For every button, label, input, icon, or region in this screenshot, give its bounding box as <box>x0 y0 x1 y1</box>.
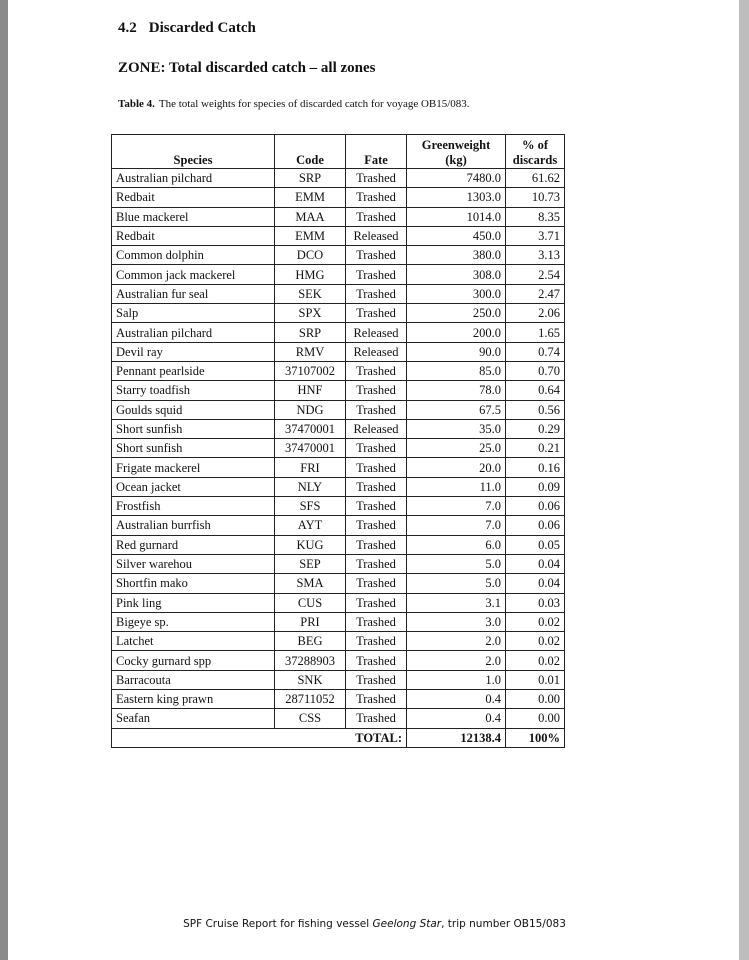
table-row <box>112 612 565 631</box>
cell-code: 37107002 <box>275 361 346 380</box>
cell-code: SNK <box>275 670 346 689</box>
cell-code: EMM <box>275 226 346 245</box>
table-row <box>112 246 565 265</box>
cell-fate: Trashed <box>346 207 407 226</box>
cell-code: SFS <box>275 497 346 516</box>
cell-code: FRI <box>275 458 346 477</box>
cell-fate: Trashed <box>346 497 407 516</box>
cell-fate: Trashed <box>346 304 407 323</box>
cell-species: Devil ray <box>112 342 275 361</box>
cell-code: SRP <box>275 169 346 188</box>
cell-percent: 0.70 <box>506 361 565 380</box>
cell-percent: 0.06 <box>506 497 565 516</box>
cell-code: SEP <box>275 554 346 573</box>
table-row <box>112 690 565 709</box>
cell-code: MAA <box>275 207 346 226</box>
cell-greenweight: 90.0 <box>407 342 506 361</box>
cell-greenweight: 5.0 <box>407 554 506 573</box>
table-row <box>112 593 565 612</box>
cell-percent: 0.02 <box>506 632 565 651</box>
cell-percent: 10.73 <box>506 188 565 207</box>
cell-fate: Trashed <box>346 612 407 631</box>
table-row <box>112 458 565 477</box>
cell-code: SMA <box>275 574 346 593</box>
cell-percent: 0.04 <box>506 574 565 593</box>
cell-greenweight: 250.0 <box>407 304 506 323</box>
cell-greenweight: 3.0 <box>407 612 506 631</box>
total-label: TOTAL: <box>112 728 407 747</box>
table-caption-label: Table 4. <box>118 98 155 110</box>
cell-code: CUS <box>275 593 346 612</box>
cell-species: Goulds squid <box>112 400 275 419</box>
cell-percent: 0.04 <box>506 554 565 573</box>
cell-fate: Trashed <box>346 554 407 573</box>
total-percent: 100% <box>506 728 565 747</box>
cell-greenweight: 0.4 <box>407 709 506 728</box>
table-caption <box>118 98 470 110</box>
cell-greenweight: 20.0 <box>407 458 506 477</box>
cell-species: Red gurnard <box>112 535 275 554</box>
cell-percent: 3.71 <box>506 226 565 245</box>
cell-species: Common dolphin <box>112 246 275 265</box>
table-row <box>112 400 565 419</box>
cell-greenweight: 2.0 <box>407 651 506 670</box>
cell-percent: 2.54 <box>506 265 565 284</box>
cell-greenweight: 7480.0 <box>407 169 506 188</box>
cell-code: HNF <box>275 381 346 400</box>
cell-fate: Trashed <box>346 574 407 593</box>
header-greenweight-unit: (kg) <box>445 153 467 167</box>
cell-greenweight: 300.0 <box>407 284 506 303</box>
cell-species: Redbait <box>112 188 275 207</box>
cell-greenweight: 5.0 <box>407 574 506 593</box>
cell-fate: Trashed <box>346 516 407 535</box>
cell-percent: 61.62 <box>506 169 565 188</box>
cell-greenweight: 67.5 <box>407 400 506 419</box>
cell-greenweight: 0.4 <box>407 690 506 709</box>
section-title: Discarded Catch <box>148 20 256 36</box>
cell-fate: Trashed <box>346 670 407 689</box>
cell-code: HMG <box>275 265 346 284</box>
table-row <box>112 497 565 516</box>
cell-code: DCO <box>275 246 346 265</box>
cell-percent: 0.74 <box>506 342 565 361</box>
cell-percent: 8.35 <box>506 207 565 226</box>
cell-fate: Released <box>346 226 407 245</box>
table-row <box>112 632 565 651</box>
cell-greenweight: 78.0 <box>407 381 506 400</box>
cell-species: Blue mackerel <box>112 207 275 226</box>
cell-percent: 0.01 <box>506 670 565 689</box>
cell-code: NDG <box>275 400 346 419</box>
cell-species: Short sunfish <box>112 419 275 438</box>
cell-greenweight: 1014.0 <box>407 207 506 226</box>
cell-species: Starry toadfish <box>112 381 275 400</box>
cell-species: Frostfish <box>112 497 275 516</box>
table-row <box>112 477 565 496</box>
cell-percent: 0.21 <box>506 439 565 458</box>
table-row <box>112 304 565 323</box>
table-row <box>112 169 565 188</box>
page-footer <box>0 918 749 930</box>
cell-fate: Trashed <box>346 458 407 477</box>
table-header-row <box>112 135 565 169</box>
cell-greenweight: 450.0 <box>407 226 506 245</box>
document-page <box>8 0 739 960</box>
cell-species: Australian burrfish <box>112 516 275 535</box>
table-row <box>112 535 565 554</box>
cell-greenweight: 2.0 <box>407 632 506 651</box>
table-row <box>112 188 565 207</box>
cell-code: RMV <box>275 342 346 361</box>
header-percent-label: % of <box>521 138 549 152</box>
cell-greenweight: 35.0 <box>407 419 506 438</box>
cell-greenweight: 308.0 <box>407 265 506 284</box>
table-row <box>112 574 565 593</box>
cell-species: Australian fur seal <box>112 284 275 303</box>
cell-percent: 0.09 <box>506 477 565 496</box>
cell-species: Frigate mackerel <box>112 458 275 477</box>
cell-species: Pennant pearlside <box>112 361 275 380</box>
cell-species: Bigeye sp. <box>112 612 275 631</box>
discarded-catch-table <box>111 134 565 748</box>
table-row <box>112 226 565 245</box>
cell-species: Silver warehou <box>112 554 275 573</box>
table-row <box>112 207 565 226</box>
cell-species: Latchet <box>112 632 275 651</box>
table-row <box>112 419 565 438</box>
total-greenweight: 12138.4 <box>407 728 506 747</box>
zone-heading: ZONE: Total discarded catch – all zones <box>118 60 376 76</box>
cell-greenweight: 200.0 <box>407 323 506 342</box>
header-greenweight <box>407 135 506 169</box>
header-greenweight-label: Greenweight <box>421 138 491 152</box>
table-body <box>112 169 565 729</box>
table-row <box>112 284 565 303</box>
cell-percent: 0.06 <box>506 516 565 535</box>
table-row <box>112 342 565 361</box>
cell-greenweight: 85.0 <box>407 361 506 380</box>
cell-percent: 0.05 <box>506 535 565 554</box>
footer-prefix: SPF Cruise Report for fishing vessel <box>183 918 373 930</box>
header-percent-unit: discards <box>512 153 558 167</box>
cell-species: Seafan <box>112 709 275 728</box>
table-row <box>112 554 565 573</box>
cell-species: Australian pilchard <box>112 323 275 342</box>
cell-code: 37470001 <box>275 439 346 458</box>
cell-species: Common jack mackerel <box>112 265 275 284</box>
header-species: Species <box>112 135 275 169</box>
cell-percent: 0.02 <box>506 651 565 670</box>
cell-percent: 0.56 <box>506 400 565 419</box>
cell-greenweight: 7.0 <box>407 516 506 535</box>
cell-fate: Released <box>346 323 407 342</box>
cell-code: EMM <box>275 188 346 207</box>
cell-species: Short sunfish <box>112 439 275 458</box>
cell-greenweight: 380.0 <box>407 246 506 265</box>
cell-percent: 0.29 <box>506 419 565 438</box>
cell-percent: 0.02 <box>506 612 565 631</box>
section-number: 4.2 <box>118 20 137 36</box>
cell-code: KUG <box>275 535 346 554</box>
cell-code: SPX <box>275 304 346 323</box>
total-row <box>112 728 565 747</box>
cell-code: AYT <box>275 516 346 535</box>
cell-fate: Trashed <box>346 477 407 496</box>
page-edge-shadow <box>739 0 749 960</box>
cell-species: Pink ling <box>112 593 275 612</box>
cell-percent: 0.00 <box>506 709 565 728</box>
cell-fate: Trashed <box>346 651 407 670</box>
cell-code: SEK <box>275 284 346 303</box>
cell-fate: Trashed <box>346 709 407 728</box>
table-row <box>112 361 565 380</box>
cell-code: 28711052 <box>275 690 346 709</box>
cell-fate: Trashed <box>346 246 407 265</box>
table-row <box>112 381 565 400</box>
cell-species: Australian pilchard <box>112 169 275 188</box>
cell-fate: Trashed <box>346 593 407 612</box>
cell-code: 37470001 <box>275 419 346 438</box>
cell-fate: Trashed <box>346 188 407 207</box>
cell-species: Barracouta <box>112 670 275 689</box>
table-row <box>112 265 565 284</box>
cell-percent: 3.13 <box>506 246 565 265</box>
footer-suffix: , trip number OB15/083 <box>441 918 566 930</box>
header-code: Code <box>275 135 346 169</box>
cell-fate: Trashed <box>346 535 407 554</box>
cell-fate: Released <box>346 342 407 361</box>
cell-species: Redbait <box>112 226 275 245</box>
cell-code: 37288903 <box>275 651 346 670</box>
header-fate: Fate <box>346 135 407 169</box>
cell-greenweight: 11.0 <box>407 477 506 496</box>
cell-percent: 2.06 <box>506 304 565 323</box>
cell-greenweight: 3.1 <box>407 593 506 612</box>
table-caption-text: The total weights for species of discarded catch for voyage OB15/083. <box>158 98 470 110</box>
cell-species: Salp <box>112 304 275 323</box>
cell-code: PRI <box>275 612 346 631</box>
cell-percent: 2.47 <box>506 284 565 303</box>
section-heading <box>118 20 256 37</box>
cell-fate: Trashed <box>346 361 407 380</box>
cell-code: SRP <box>275 323 346 342</box>
cell-species: Cocky gurnard spp <box>112 651 275 670</box>
cell-greenweight: 7.0 <box>407 497 506 516</box>
cell-percent: 0.16 <box>506 458 565 477</box>
cell-code: NLY <box>275 477 346 496</box>
cell-percent: 0.00 <box>506 690 565 709</box>
cell-percent: 1.65 <box>506 323 565 342</box>
cell-species: Eastern king prawn <box>112 690 275 709</box>
cell-code: BEG <box>275 632 346 651</box>
cell-greenweight: 1.0 <box>407 670 506 689</box>
cell-species: Ocean jacket <box>112 477 275 496</box>
cell-fate: Trashed <box>346 690 407 709</box>
cell-fate: Released <box>346 419 407 438</box>
table-row <box>112 516 565 535</box>
cell-fate: Trashed <box>346 284 407 303</box>
cell-greenweight: 1303.0 <box>407 188 506 207</box>
cell-fate: Trashed <box>346 400 407 419</box>
cell-fate: Trashed <box>346 381 407 400</box>
table-row <box>112 439 565 458</box>
cell-greenweight: 6.0 <box>407 535 506 554</box>
cell-greenweight: 25.0 <box>407 439 506 458</box>
cell-fate: Trashed <box>346 265 407 284</box>
cell-percent: 0.03 <box>506 593 565 612</box>
cell-percent: 0.64 <box>506 381 565 400</box>
table-row <box>112 670 565 689</box>
table-row <box>112 323 565 342</box>
cell-species: Shortfin mako <box>112 574 275 593</box>
cell-fate: Trashed <box>346 169 407 188</box>
cell-code: CSS <box>275 709 346 728</box>
cell-fate: Trashed <box>346 439 407 458</box>
footer-vessel: Geelong Star <box>372 918 442 930</box>
table-row <box>112 709 565 728</box>
header-percent <box>506 135 565 169</box>
table-row <box>112 651 565 670</box>
cell-fate: Trashed <box>346 632 407 651</box>
